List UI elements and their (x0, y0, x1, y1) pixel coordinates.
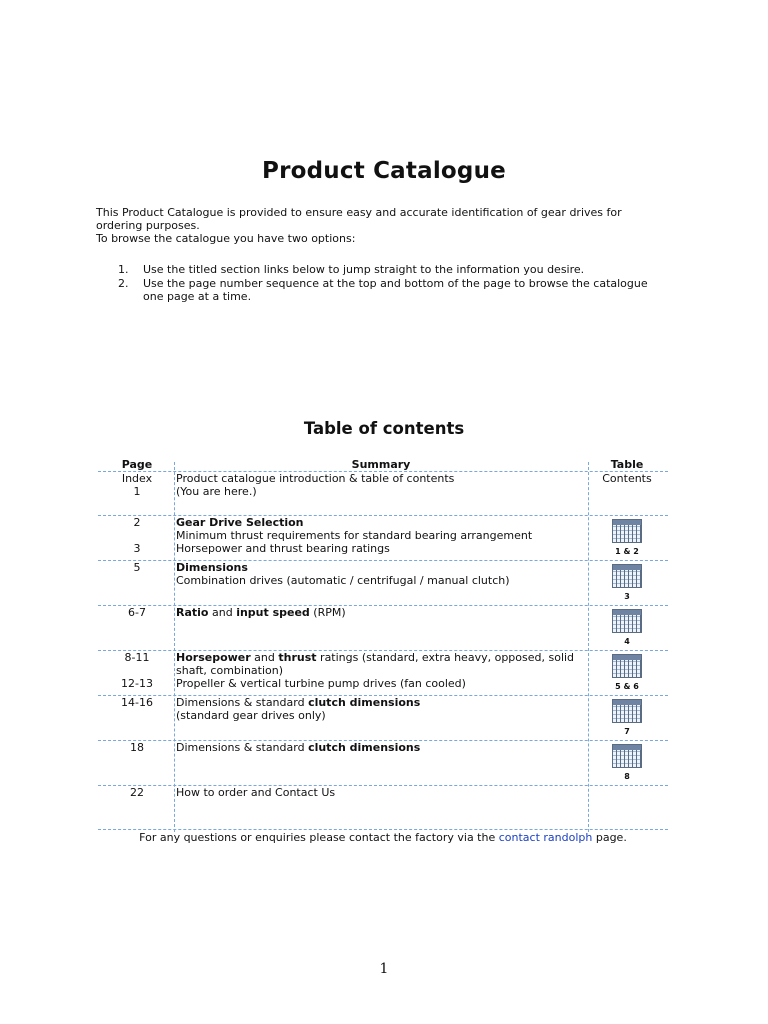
toc-row-dimensions[interactable] (98, 560, 668, 605)
section-link-clutch-dimensions[interactable]: clutch dimensions (308, 741, 421, 754)
toc-row[interactable] (98, 471, 668, 515)
spreadsheet-table-icon (612, 609, 642, 633)
spreadsheet-table-icon (612, 699, 642, 723)
table-thumbnail-label: 8 (624, 772, 630, 781)
table-thumbnail[interactable] (588, 564, 666, 602)
row-page: 22 (130, 786, 144, 799)
page-number: 1 (379, 961, 389, 977)
intro-text (96, 206, 666, 245)
table-thumbnail-label: 7 (624, 727, 630, 736)
spreadsheet-table-icon (612, 519, 642, 543)
toc-header-row (98, 458, 668, 471)
summary-text: and (250, 651, 279, 664)
row-summary-line: Propeller & vertical turbine pump drives (fan cooled) (176, 677, 466, 690)
table-thumbnail-label: 4 (624, 637, 630, 646)
row-page: 6-7 (128, 606, 146, 619)
table-thumbnail[interactable] (588, 519, 666, 557)
intro-line-2: To browse the catalogue you have two options: (96, 232, 356, 245)
header-summary: Summary (351, 458, 411, 471)
row-table: Contents (602, 472, 652, 485)
spreadsheet-table-icon (612, 744, 642, 768)
row-page-number: 3 (133, 542, 141, 555)
summary-text: ratings (standard, extra heavy, opposed, solid shaft, combination) (176, 651, 575, 677)
contact-note-text: For any questions or enquiries please contact the factory via the (139, 831, 499, 844)
table-thumbnail[interactable] (588, 744, 666, 782)
toc-row-clutch-dimensions-2[interactable] (98, 740, 668, 785)
option-item (96, 263, 666, 277)
option-number: 2. (118, 276, 129, 290)
row-summary-line: Combination drives (automatic / centrifugal / manual clutch) (176, 574, 510, 587)
row-page: 5 (133, 561, 141, 574)
summary-text: (RPM) (309, 606, 346, 619)
option-text: Use the titled section links below to jump straight to the information you desire. (143, 263, 585, 276)
row-summary-line: Minimum thrust requirements for standard bearing arrangement (176, 529, 533, 542)
toc-row-how-to-order[interactable] (98, 785, 668, 829)
section-link-horsepower[interactable]: Horsepower (176, 651, 251, 664)
row-page-number: 8-11 (124, 651, 150, 664)
toc-row-horsepower-thrust[interactable] (98, 650, 668, 695)
table-thumbnail[interactable] (588, 699, 666, 737)
row-summary: How to order and Contact Us (176, 786, 336, 799)
row-summary (176, 651, 586, 690)
row-summary (176, 741, 586, 754)
toc-title: Table of contents (303, 419, 465, 438)
row-page-number: 2 (133, 516, 141, 529)
summary-text: Dimensions & standard (176, 696, 309, 709)
contact-note (98, 829, 668, 844)
table-thumbnail-label: 3 (624, 592, 630, 601)
section-link-gear-drive-selection[interactable]: Gear Drive Selection (176, 516, 304, 529)
option-text: Use the page number sequence at the top and bottom of the page to browse the catalogue one page at a time. (143, 276, 648, 303)
row-page (98, 651, 176, 690)
spreadsheet-table-icon (612, 654, 642, 678)
row-summary (176, 472, 586, 498)
header-page: Page (121, 458, 153, 471)
table-thumbnail-label: 5 & 6 (615, 682, 639, 691)
table-of-contents (98, 458, 668, 829)
row-page (98, 516, 176, 555)
row-summary-line: Product catalogue introduction & table of contents (176, 472, 455, 485)
intro-line-1: This Product Catalogue is provided to ensure easy and accurate identification of gear drives for ordering purposes. (96, 206, 622, 232)
option-item (96, 277, 666, 304)
header-table: Table (610, 458, 644, 471)
row-summary-line: (You are here.) (176, 485, 257, 498)
table-thumbnail-label: 1 & 2 (615, 547, 639, 556)
row-page (98, 472, 176, 498)
contact-note-text: page. (592, 831, 627, 844)
page-title: Product Catalogue (262, 158, 506, 184)
section-link-clutch-dimensions[interactable]: clutch dimensions (308, 696, 421, 709)
row-page: 18 (130, 741, 144, 754)
row-summary (176, 606, 586, 619)
row-summary (176, 516, 586, 555)
table-thumbnail[interactable] (588, 654, 666, 692)
section-link-dimensions[interactable]: Dimensions (176, 561, 248, 574)
row-page-number: 1 (133, 485, 141, 498)
row-page-label: Index (121, 472, 153, 485)
row-summary-line: (standard gear drives only) (176, 709, 326, 722)
option-number: 1. (118, 263, 129, 276)
row-page: 14-16 (121, 696, 153, 709)
section-link-thrust[interactable]: thrust (278, 651, 317, 664)
toc-row-ratio-input-speed[interactable] (98, 605, 668, 650)
section-link-ratio[interactable]: Ratio (176, 606, 209, 619)
summary-text: Dimensions & standard (176, 741, 309, 754)
row-summary-line: Horsepower and thrust bearing ratings (176, 542, 390, 555)
section-link-input-speed[interactable]: input speed (236, 606, 310, 619)
toc-row-gear-drive-selection[interactable] (98, 515, 668, 560)
row-summary (176, 561, 586, 587)
row-page-number: 12-13 (121, 677, 153, 690)
table-thumbnail[interactable] (588, 609, 666, 647)
row-summary (176, 696, 586, 722)
browse-options-list (96, 263, 666, 304)
toc-row-clutch-dimensions[interactable] (98, 695, 668, 740)
summary-text: and (208, 606, 237, 619)
spreadsheet-table-icon (612, 564, 642, 588)
contact-randolph-link[interactable]: contact randolph (498, 831, 593, 844)
